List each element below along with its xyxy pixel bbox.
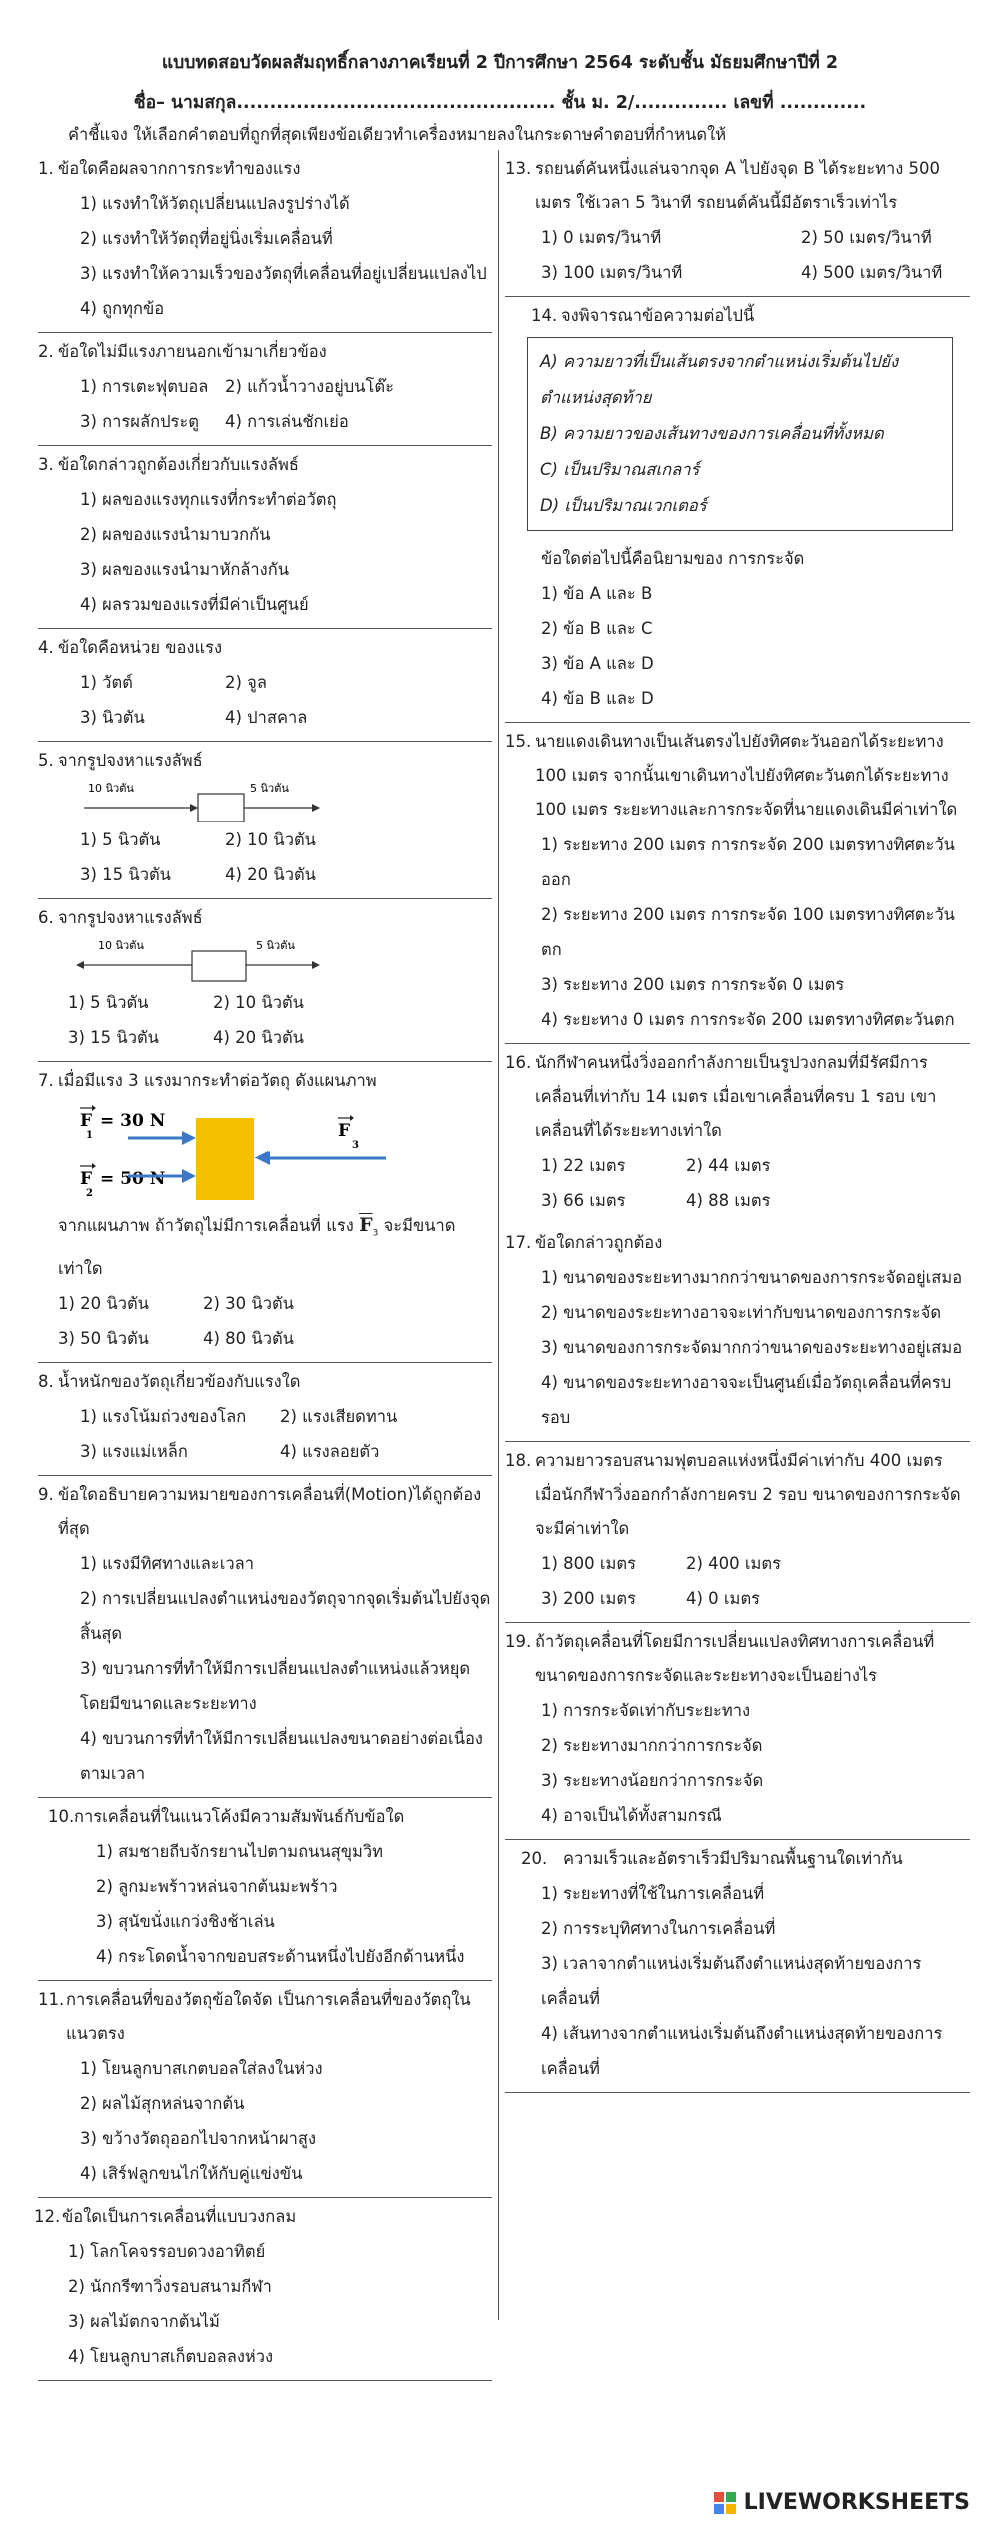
option[interactable]: 3) ขนาดของการกระจัดมากกว่าขนาดของระยะทางอยู่เสมอ — [541, 1338, 963, 1357]
option[interactable]: 4) ระยะทาง 0 เมตร การกระจัด 200 เมตรทางทิศตะวันตก — [541, 1010, 955, 1029]
option[interactable]: 3) ผลของแรงนำมาหักล้างกัน — [80, 560, 290, 579]
question-4: 4. ข้อใดคือหน่วย ของแรง 1) วัตต์ 2) จูล 3) นิวตัน 4) ปาสคาล — [38, 629, 492, 742]
question-20: 20. ความเร็วและอัตราเร็วมีปริมาณพื้นฐานใดเท่ากัน 1) ระยะทางที่ใช้ในการเคลื่อนที่ 2) การระบุทิศทางในการเคลื่อนที่ 3) เวลาจากตำแหน่งเริ่มต้นถึงตำแหน่งสุดท้ายของการเคลื่อนที่ 4) เส้นทางจากตำแหน่งเริ่มต้นถึงตำแหน่งสุดท้ายของการเคลื่อนที่ — [505, 1840, 970, 2093]
f1-value: = 30 N — [100, 1111, 166, 1131]
option[interactable]: 3) นิวตัน — [80, 708, 145, 727]
option[interactable]: 3) การผลักประตู — [80, 412, 199, 431]
option[interactable]: 4) ปาสคาล — [225, 708, 308, 727]
right-column — [505, 150, 970, 2093]
option[interactable]: 1) การกระจัดเท่ากับระยะทาง — [541, 1701, 751, 1720]
option[interactable]: 4) ข้อ B และ D — [541, 689, 654, 708]
option[interactable]: 1) 20 นิวตัน — [58, 1294, 149, 1314]
option[interactable]: 2) ระยะทาง 200 เมตร การกระจัด 100 เมตรทางทิศตะวันตก — [541, 905, 955, 959]
option[interactable]: 3) ระยะทาง 200 เมตร การกระจัด 0 เมตร — [541, 975, 845, 994]
option[interactable]: 4) แรงลอยตัว — [280, 1442, 380, 1462]
force-label-left: 10 นิวตัน — [98, 939, 144, 952]
object-box — [196, 1118, 254, 1200]
force-label-left: 10 นิวตัน — [88, 782, 134, 795]
svg-text:1: 1 — [86, 1130, 93, 1141]
question-6: 6. จากรูปจงหาแรงลัพธ์ 10 นิวตัน 5 นิวตัน 1) 5 นิวตัน 2) 10 นิวตัน 3) 15 นิวตัน 4) 20 นิวตัน — [38, 899, 492, 1062]
statement-box: A) ความยาวที่เป็นเส้นตรงจากตำแหน่งเริ่มต้นไปยังตำแหน่งสุดท้าย B) ความยาวของเส้นทางของการเคลื่อนที่ทั้งหมด C) เป็นปริมาณสเกลาร์ D) เป็นปริมาณเวกเตอร์ — [527, 337, 953, 531]
arrow-icon — [256, 1151, 270, 1165]
force-label-right: 5 นิวตัน — [250, 782, 289, 795]
option[interactable]: 1) 0 เมตร/วินาที — [541, 228, 662, 247]
option[interactable]: 3) 15 นิวตัน — [68, 1028, 159, 1047]
option[interactable]: 1) ระยะทางที่ใช้ในการเคลื่อนที่ — [541, 1884, 765, 1903]
question-17: 17. ข้อใดกล่าวถูกต้อง 1) ขนาดของระยะทางมากกว่าขนาดของการกระจัดอยู่เสมอ 2) ขนาดของระยะทางอาจจะเท่ากับขนาดของการกระจัด 3) ขนาดของการกระจัดมากกว่าขนาดของระยะทางอยู่เสมอ 4) ขนาดของระยะทางอาจจะเป็นศูนย์เมื่อวัตถุเคลื่อนที่ครบรอบ — [505, 1224, 970, 1442]
liveworksheets-logo[interactable] — [714, 2490, 970, 2515]
option[interactable]: 1) 800 เมตร — [541, 1554, 637, 1573]
option[interactable]: 4) 20 นิวตัน — [213, 1028, 304, 1047]
question-9: 9. ข้อใดอธิบายความหมายของการเคลื่อนที่(Motion)ได้ถูกต้องที่สุด 1) แรงมีทิศทางและเวลา 2) การเปลี่ยนแปลงตำแหน่งของวัตถุจากจุดเริ่มต้นไปยังจุดสิ้นสุด 3) ขบวนการที่ทำให้มีการเปลี่ยนแปลงตำแหน่งแล้วหยุดโดยมีขนาดและระยะทาง 4) ขบวนการที่ทำให้มีการเปลี่ยนแปลงขนาดอย่างต่อเนื่องตามเวลา — [38, 1476, 492, 1798]
f2-label: F — [80, 1169, 93, 1189]
option[interactable]: 3) 50 นิวตัน — [58, 1329, 149, 1349]
option[interactable]: 2) 10 นิวตัน — [225, 830, 316, 849]
option[interactable]: 2) แก้วน้ำวางอยู่บนโต๊ะ — [225, 377, 394, 396]
option[interactable]: 2) ลูกมะพร้าวหล่นจากต้นมะพร้าว — [96, 1877, 338, 1897]
option[interactable]: 2) การเปลี่ยนแปลงตำแหน่งของวัตถุจากจุดเริ่มต้นไปยังจุดสิ้นสุด — [80, 1589, 491, 1644]
exam-title: แบบทดสอบวัดผลสัมฤทธิ์กลางภาคเรียนที่ 2 ปีการศึกษา 2564 ระดับชั้น มัธยมศึกษาปีที่ 2 — [161, 53, 839, 73]
option[interactable]: 2) ระยะทางมากกว่าการกระจัด — [541, 1736, 763, 1755]
question-7-stem-2: จากแผนภาพ ถ้าวัตถุไม่มีการเคลื่อนที่ แรง $\overline{F}_3$ จะมีขนาดเท่าใด — [58, 1214, 456, 1279]
question-15: 15. นายแดงเดินทางเป็นเส้นตรงไปยังทิศตะวันออกได้ระยะทาง 100 เมตร จากนั้นเขาเดินทางไปยังทิศตะวันตกได้ระยะทาง 100 เมตร ระยะทางและการกระจัดที่นายแดงเดินมีค่าเท่าใด 1) ระยะทาง 200 เมตร การกระจัด 200 เมตรทางทิศตะวันออก 2) ระยะทาง 200 เมตร การกระจัด 100 เมตรทางทิศตะวันตก 3) ระยะทาง 200 เมตร การกระจัด 0 เมตร 4) ระยะทาง 0 เมตร การกระจัด 200 เมตรทางทิศตะวันตก — [505, 723, 970, 1044]
question-16: 16. นักกีฬาคนหนึ่งวิ่งออกกำลังกายเป็นรูปวงกลมที่มีรัศมีการเคลื่อนที่เท่ากับ 14 เมตร เมื่อเขาเคลื่อนที่ครบ 1 รอบ เขาเคลื่อนที่ได้ระยะทางเท่าใด 1) 22 เมตร 2) 44 เมตร 3) 66 เมตร 4) 88 เมตร — [505, 1044, 970, 1224]
option[interactable]: 3) แรงทำให้ความเร็วของวัตถุที่เคลื่อนที่อยู่เปลี่ยนแปลงไป — [80, 264, 487, 283]
option[interactable]: 4) 0 เมตร — [686, 1589, 761, 1608]
option[interactable]: 2) ขนาดของระยะทางอาจจะเท่ากับขนาดของการกระจัด — [541, 1303, 942, 1322]
option[interactable]: 4) เส้นทางจากตำแหน่งเริ่มต้นถึงตำแหน่งสุดท้ายของการเคลื่อนที่ — [541, 2024, 943, 2078]
option[interactable]: 1) แรงทำให้วัตถุเปลี่ยนแปลงรูปร่างได้ — [80, 194, 350, 213]
option[interactable]: 1) วัตต์ — [80, 673, 133, 692]
question-19: 19. ถ้าวัตถุเคลื่อนที่โดยมีการเปลี่ยนแปลงทิศทางการเคลื่อนที่ ขนาดของการกระจัดและระยะทางจะเป็นอย่างไร 1) การกระจัดเท่ากับระยะทาง 2) ระยะทางมากกว่าการกระจัด 3) ระยะทางน้อยกว่าการกระจัด 4) อาจเป็นได้ทั้งสามกรณี — [505, 1623, 970, 1840]
question-14-stem-2: ข้อใดต่อไปนี้คือนิยามของ การกระจัด — [541, 549, 805, 568]
instruction: คำชี้แจง ให้เลือกคำตอบที่ถูกที่สุดเพียงข้อเดียวทำเครื่องหมายลงในกระดาษคำตอบที่กำหนดให้ — [68, 125, 727, 144]
option[interactable]: 3) ขบวนการที่ทำให้มีการเปลี่ยนแปลงตำแหน่งแล้วหยุดโดยมีขนาดและระยะทาง — [80, 1659, 471, 1714]
option[interactable]: 4) กระโดดน้ำจากขอบสระด้านหนึ่งไปยังอีกด้านหนึ่ง — [96, 1947, 465, 1967]
question-11: 11. การเคลื่อนที่ของวัตถุข้อใดจัด เป็นการเคลื่อนที่ของวัตถุในแนวตรง 1) โยนลูกบาสเกตบอลใส่ลงในห่วง 2) ผลไม้สุกหล่นจากต้น 3) ขว้างวัตถุออกไปจากหน้าผาสูง 4) เสิร์ฟลูกขนไก่ให้กับคู่แข่งขัน — [38, 1981, 492, 2198]
option[interactable]: 4) ขนาดของระยะทางอาจจะเป็นศูนย์เมื่อวัตถุเคลื่อนที่ครบรอบ — [541, 1373, 952, 1427]
option[interactable]: 2) 44 เมตร — [686, 1156, 771, 1175]
option[interactable]: 3) สุนัขนั่งแกว่งชิงช้าเล่น — [96, 1912, 275, 1932]
option[interactable]: 1) ผลของแรงทุกแรงที่กระทำต่อวัตถุ — [80, 490, 337, 509]
left-column — [34, 150, 492, 2381]
arrow-icon — [182, 1131, 196, 1145]
object-box — [198, 794, 244, 822]
option[interactable]: 2) 30 นิวตัน — [203, 1294, 294, 1314]
option[interactable]: 4) การเล่นชักเย่อ — [225, 412, 349, 431]
option[interactable]: 2) ข้อ B และ C — [541, 619, 653, 638]
option[interactable]: 4) โยนลูกบาสเก็ตบอลลงห่วง — [68, 2347, 274, 2367]
force-diagram-6 — [68, 935, 348, 985]
option[interactable]: 1) 22 เมตร — [541, 1156, 626, 1175]
option[interactable]: 3) ระยะทางน้อยกว่าการกระจัด — [541, 1771, 764, 1790]
option[interactable]: 4) ผลรวมของแรงที่มีค่าเป็นศูนย์ — [80, 595, 309, 614]
f3-label: F — [338, 1121, 351, 1141]
question-12: 12. ข้อใดเป็นการเคลื่อนที่แบบวงกลม 1) โลกโคจรรอบดวงอาทิตย์ 2) นักกรีฑาวิ่งรอบสนามกีฬา 3) ผลไม้ตกจากต้นไม้ 4) โยนลูกบาสเก็ตบอลลงห่วง — [38, 2198, 492, 2381]
option[interactable]: 1) ขนาดของระยะทางมากกว่าขนาดของการกระจัดอยู่เสมอ — [541, 1268, 963, 1287]
option[interactable]: 3) 200 เมตร — [541, 1589, 637, 1608]
option[interactable]: 3) แรงแม่เหล็ก — [80, 1442, 188, 1462]
option[interactable]: 3) ผลไม้ตกจากต้นไม้ — [68, 2312, 220, 2332]
option[interactable]: 2) การระบุทิศทางในการเคลื่อนที่ — [541, 1919, 776, 1938]
question-3: 3. ข้อใดกล่าวถูกต้องเกี่ยวกับแรงลัพธ์ 1) ผลของแรงทุกแรงที่กระทำต่อวัตถุ 2) ผลของแรงนำมาบวกกัน 3) ผลของแรงนำมาหักล้างกัน 4) ผลรวมของแรงที่มีค่าเป็นศูนย์ — [38, 446, 492, 629]
option[interactable]: 3) ขว้างวัตถุออกไปจากหน้าผาสูง — [80, 2129, 317, 2149]
option[interactable]: 4) ถูกทุกข้อ — [80, 299, 165, 318]
option[interactable]: 1) โยนลูกบาสเกตบอลใส่ลงในห่วง — [80, 2059, 323, 2079]
student-info-line: ชื่อ– นามสกุล................................................ ชั้น ม. 2/.............. เลขที่ ............. — [133, 93, 867, 113]
option[interactable]: 1) ข้อ A และ B — [541, 584, 653, 603]
option[interactable]: 4) ขบวนการที่ทำให้มีการเปลี่ยนแปลงขนาดอย่างต่อเนื่องตามเวลา — [80, 1729, 483, 1784]
option[interactable]: 4) 500 เมตร/วินาที — [801, 263, 943, 282]
option[interactable]: 4) อาจเป็นได้ทั้งสามกรณี — [541, 1806, 722, 1825]
option[interactable]: 2) แรงเสียดทาน — [280, 1407, 398, 1427]
option[interactable]: 4) 20 นิวตัน — [225, 865, 316, 884]
force-label-right: 5 นิวตัน — [256, 939, 295, 952]
option[interactable]: 1) 5 นิวตัน — [80, 830, 161, 849]
question-14: 14. จงพิจารณาข้อความต่อไปนี้ A) ความยาวที่เป็นเส้นตรงจากตำแหน่งเริ่มต้นไปยังตำแหน่งสุดท้าย B) ความยาวของเส้นทางของการเคลื่อนที่ทั้งหมด C) เป็นปริมาณสเกลาร์ D) เป็นปริมาณเวกเตอร์ ข้อใดต่อไปนี้คือนิยามของ การกระจัด 1) ข้อ A และ B 2) ข้อ B และ C 3) ข้อ A และ D 4) ข้อ B และ D — [505, 296, 970, 723]
object-box — [192, 951, 246, 981]
f2-value: = 50 N — [100, 1169, 166, 1189]
f1-label: F — [80, 1111, 93, 1131]
option[interactable]: 1) แรงโน้มถ่วงของโลก — [80, 1407, 247, 1427]
option[interactable]: 1) 5 นิวตัน — [68, 993, 149, 1012]
column-divider — [498, 150, 499, 2320]
logo-icon — [714, 2492, 736, 2514]
option[interactable]: 2) 10 นิวตัน — [213, 993, 304, 1012]
arrow-icon — [182, 1169, 196, 1183]
question-7: 7. เมื่อมีแรง 3 แรงมากระทำต่อวัตถุ ดังแผนภาพ F 1 = 30 N F 2 = 50 N F 3 จากแผนภาพ ถ้าวัตถุไม่มีการเคลื่อนที่ แรง $\overline{F}_3$ จะมีขนาดเท่าใด 1) 20 นิวตัน 2) 30 นิวตัน 3) 50 นิวตัน 4) 80 นิวตัน — [38, 1062, 492, 1363]
option[interactable]: 1) ระยะทาง 200 เมตร การกระจัด 200 เมตรทางทิศตะวันออก — [541, 835, 955, 889]
question-10: 10. การเคลื่อนที่ในแนวโค้งมีความสัมพันธ์กับข้อใด 1) สมชายถีบจักรยานไปตามถนนสุขุมวิท 2) ลูกมะพร้าวหล่นจากต้นมะพร้าว 3) สุนัขนั่งแกว่งชิงช้าเล่น 4) กระโดดน้ำจากขอบสระด้านหนึ่งไปยังอีกด้านหนึ่ง — [38, 1798, 492, 1981]
option[interactable]: 3) 100 เมตร/วินาที — [541, 263, 683, 282]
option[interactable]: 2) ผลไม้สุกหล่นจากต้น — [80, 2094, 245, 2114]
option[interactable]: 1) แรงมีทิศทางและเวลา — [80, 1554, 255, 1574]
logo-text: LIVEWORKSHEETS — [743, 2490, 970, 2515]
option[interactable]: 4) 88 เมตร — [686, 1191, 771, 1210]
option[interactable]: 3) ข้อ A และ D — [541, 654, 654, 673]
option[interactable]: 2) ผลของแรงนำมาบวกกัน — [80, 525, 271, 544]
option[interactable]: 4) เสิร์ฟลูกขนไก่ให้กับคู่แข่งขัน — [80, 2164, 303, 2184]
option[interactable]: 1) โลกโคจรรอบดวงอาทิตย์ — [68, 2242, 266, 2262]
option[interactable]: 3) 66 เมตร — [541, 1191, 626, 1210]
option[interactable]: 2) นักกรีฑาวิ่งรอบสนามกีฬา — [68, 2277, 272, 2297]
option[interactable]: 2) จูล — [225, 673, 267, 692]
svg-text:2: 2 — [86, 1188, 93, 1199]
option[interactable]: 2) 50 เมตร/วินาที — [801, 228, 932, 247]
question-2: 2. ข้อใดไม่มีแรงภายนอกเข้ามาเกี่ยวข้อง 1) การเตะฟุตบอล 2) แก้วน้ำวางอยู่บนโต๊ะ 3) การผลักประตู 4) การเล่นชักเย่อ — [38, 333, 492, 446]
force-diagram-5 — [80, 778, 340, 822]
question-13: 13. รถยนต์คันหนึ่งแล่นจากจุด A ไปยังจุด B ได้ระยะทาง 500 เมตร ใช้เวลา 5 วินาที รถยนต์คันนี้มีอัตราเร็วเท่าไร 1) 0 เมตร/วินาที 2) 50 เมตร/วินาที 3) 100 เมตร/วินาที 4) 500 เมตร/วินาที — [505, 150, 970, 296]
option[interactable]: 3) เวลาจากตำแหน่งเริ่มต้นถึงตำแหน่งสุดท้ายของการเคลื่อนที่ — [541, 1954, 922, 2008]
option[interactable]: 3) 15 นิวตัน — [80, 865, 171, 884]
option[interactable]: 2) 400 เมตร — [686, 1554, 782, 1573]
option[interactable]: 1) สมชายถีบจักรยานไปตามถนนสุขุมวิท — [96, 1842, 384, 1862]
question-8: 8. น้ำหนักของวัตถุเกี่ยวข้องกับแรงใด 1) แรงโน้มถ่วงของโลก 2) แรงเสียดทาน 3) แรงแม่เหล็ก 4) แรงลอยตัว — [38, 1363, 492, 1476]
option[interactable]: 1) การเตะฟุตบอล — [80, 377, 209, 396]
option[interactable]: 2) แรงทำให้วัตถุที่อยู่นิ่งเริ่มเคลื่อนที่ — [80, 229, 333, 248]
svg-text:3: 3 — [352, 1140, 359, 1151]
question-1: 1. ข้อใดคือผลจากการกระทำของแรง 1) แรงทำให้วัตถุเปลี่ยนแปลงรูปร่างได้ 2) แรงทำให้วัตถุที่อยู่นิ่งเริ่มเคลื่อนที่ 3) แรงทำให้ความเร็วของวัตถุที่เคลื่อนที่อยู่เปลี่ยนแปลงไป 4) ถูกทุกข้อ — [38, 150, 492, 333]
question-18: 18. ความยาวรอบสนามฟุตบอลแห่งหนึ่งมีค่าเท่ากับ 400 เมตร เมื่อนักกีฬาวิ่งออกกำลังกายครบ 2 รอบ ขนาดของการกระจัดจะมีค่าเท่าใด 1) 800 เมตร 2) 400 เมตร 3) 200 เมตร 4) 0 เมตร — [505, 1442, 970, 1623]
force-diagram-7 — [76, 1098, 436, 1208]
question-5: 5. จากรูปจงหาแรงลัพธ์ 10 นิวตัน 5 นิวตัน 1) 5 นิวตัน 2) 10 นิวตัน 3) 15 นิวตัน 4) 20 นิวตัน — [38, 742, 492, 899]
option[interactable]: 4) 80 นิวตัน — [203, 1329, 294, 1349]
